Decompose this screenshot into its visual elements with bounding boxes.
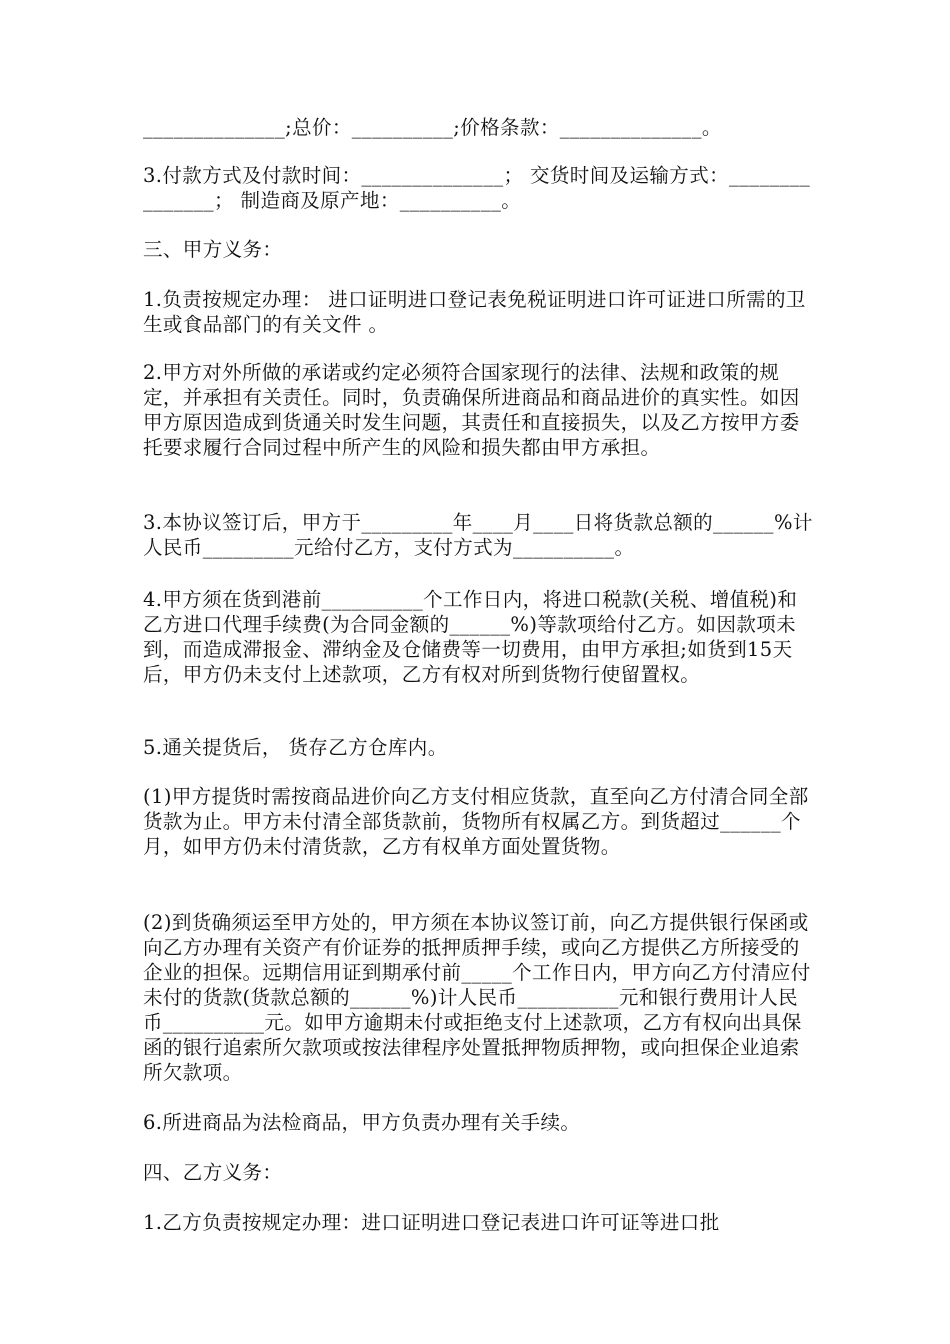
party-b-clause-1: 1.乙方负责按规定办理：进口证明进口登记表进口许可证等进口批	[143, 1211, 720, 1234]
party-a-clause-5-2: (2)到货确须运至甲方处的，甲方须在本协议签订前，向乙方提供银行保函或向乙方办理有关资产有价证券的抵押质押手续，或向乙方提供乙方所接受的企业的担保。远期信用证到期承付前_____个工作日内，甲方向乙方付清应付未付的货款(货款总额的______%)计人民币__________元和银行费用计人民币__________元。如甲方逾期未付或拒绝支付上述款项，乙方有权向出具保函的银行追索所欠款项或按法律程序处置抵押物质押物，或向担保企业追索所欠款项。	[143, 911, 811, 1084]
party-a-clause-1: 1.负责按规定办理： 进口证明进口登记表免税证明进口许可证进口所需的卫生或食品部门的有关文件 。	[143, 288, 806, 336]
price-terms-line: ______________;总价：__________;价格条款：______________。	[143, 116, 722, 139]
section-heading-party-b: 四、乙方义务：	[143, 1161, 283, 1184]
party-a-clause-5: 5.通关提货后， 货存乙方仓库内。	[143, 736, 448, 759]
party-a-clause-3: 3.本协议签订后，甲方于_________年____月____日将货款总额的______%计人民币_________元给付乙方，支付方式为__________。	[143, 511, 813, 559]
party-a-clause-2: 2.甲方对外所做的承诺或约定必须符合国家现行的法律、法规和政策的规定，并承担有关责任。同时，负责确保所进商品和商品进价的真实性。如因甲方原因造成到货通关时发生问题，其责任和直接损失，以及乙方按甲方委托要求履行合同过程中所产生的风险和损失都由甲方承担。	[143, 361, 800, 459]
party-a-clause-6: 6.所进商品为法检商品，甲方负责办理有关手续。	[143, 1111, 581, 1134]
party-a-clause-5-1: (1)甲方提货时需按商品进价向乙方支付相应货款，直至向乙方付清合同全部货款为止。甲方未付清全部货款前，货物所有权属乙方。到货超过______个月，如甲方仍未付清货款，乙方有权单方面处置货物。	[143, 785, 809, 858]
section-heading-party-a: 三、甲方义务：	[143, 238, 283, 261]
payment-clause: 3.付款方式及付款时间：______________； 交货时间及运输方式：_______________； 制造商及原产地：__________。	[143, 164, 811, 212]
party-a-clause-4: 4.甲方须在货到港前__________个工作日内，将进口税款(关税、增值税)和乙方进口代理手续费(为合同金额的______%)等款项给付乙方。如因款项未到，而造成滞报金、滞纳金及仓储费等一切费用，由甲方承担;如货到15天后，甲方仍未支付上述款项，乙方有权对所到货物行使留置权。	[143, 588, 798, 686]
